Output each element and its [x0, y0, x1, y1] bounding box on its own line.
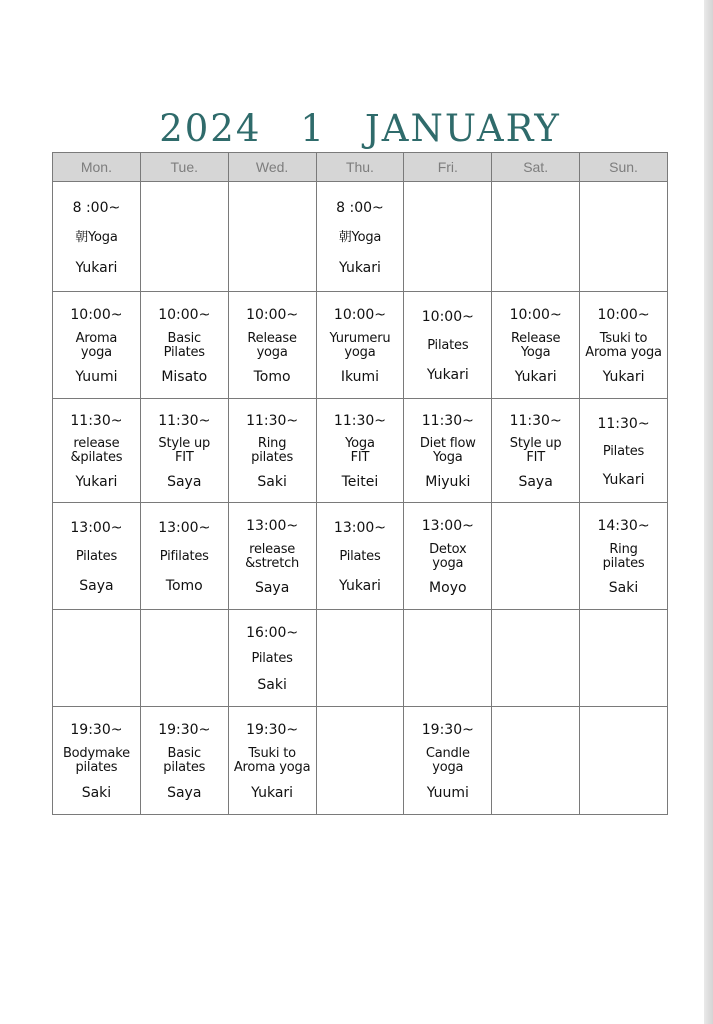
class-time: 11:30~ — [158, 413, 211, 430]
instructor-name: Yukari — [602, 369, 645, 386]
class-time: 13:00~ — [246, 517, 299, 534]
schedule-table — [52, 152, 668, 815]
class-cell-fri — [404, 503, 492, 610]
class-entry — [141, 292, 228, 398]
class-cell-tue — [140, 292, 228, 399]
class-cell-thu — [316, 503, 404, 610]
class-entry — [404, 292, 491, 398]
class-time: 11:30~ — [333, 413, 386, 430]
empty-cell-fri — [404, 610, 492, 707]
class-name: Bodymake pilates — [62, 746, 130, 776]
instructor-name: Yukari — [251, 785, 294, 802]
class-name: release &pilates — [70, 436, 123, 466]
class-cell-wed — [228, 503, 316, 610]
instructor-name: Yukari — [426, 367, 469, 383]
class-name: Basic Pilates — [163, 330, 205, 360]
class-cell-wed — [228, 707, 316, 815]
instructor-name: Saki — [257, 473, 287, 490]
class-name: Pilates — [251, 650, 293, 666]
class-entry — [229, 292, 316, 398]
weekday-mon: Mon. — [53, 153, 141, 182]
instructor-name: Yukari — [339, 578, 381, 594]
class-time: 8 :00~ — [336, 199, 384, 216]
class-entry — [141, 707, 228, 814]
time-slot-row — [53, 503, 668, 610]
weekday-thu: Thu. — [316, 153, 404, 182]
class-time: 10:00~ — [421, 309, 474, 325]
class-entry — [53, 707, 140, 814]
empty-cell-wed — [228, 182, 316, 292]
class-entry — [404, 707, 491, 814]
empty-cell-tue — [140, 182, 228, 292]
class-cell-thu — [316, 399, 404, 503]
class-entry — [229, 610, 316, 706]
class-name: Candle yoga — [425, 746, 470, 776]
class-name: Pilates — [427, 338, 469, 353]
class-cell-tue — [140, 503, 228, 610]
instructor-name: Saya — [167, 785, 202, 802]
class-entry — [404, 503, 491, 609]
class-time: 13:00~ — [70, 520, 123, 536]
class-cell-wed — [228, 399, 316, 503]
instructor-name: Tomo — [165, 578, 203, 594]
empty-cell-sun — [580, 610, 668, 707]
class-name: release &stretch — [245, 541, 300, 571]
weekday-sun: Sun. — [580, 153, 668, 182]
class-name: 朝Yoga — [338, 229, 382, 245]
class-name: Release yoga — [247, 330, 297, 360]
weekday-wed: Wed. — [228, 153, 316, 182]
class-cell-sat — [492, 399, 580, 503]
class-time: 10:00~ — [246, 306, 299, 323]
class-time: 10:00~ — [509, 306, 562, 323]
class-cell-fri — [404, 292, 492, 399]
empty-cell-thu — [316, 707, 404, 815]
class-time: 11:30~ — [509, 413, 562, 430]
empty-cell-sun — [580, 707, 668, 815]
class-name: Aroma yoga — [75, 330, 118, 360]
class-cell-tue — [140, 399, 228, 503]
instructor-name: Saki — [81, 785, 112, 802]
class-time: 16:00~ — [246, 625, 299, 642]
empty-cell-sat — [492, 610, 580, 707]
instructor-name: Saya — [518, 473, 553, 490]
time-slot-row — [53, 707, 668, 815]
instructor-name: Yuumi — [75, 369, 118, 386]
empty-cell-sat — [492, 707, 580, 815]
empty-cell-fri — [404, 182, 492, 292]
instructor-name: Saki — [608, 580, 639, 597]
class-entry — [317, 292, 404, 398]
class-time: 13:00~ — [158, 520, 211, 536]
weekday-tue: Tue. — [140, 153, 228, 182]
instructor-name: Saya — [79, 578, 114, 594]
class-entry — [317, 182, 404, 291]
class-entry — [229, 503, 316, 609]
calendar-title: 2024 1 JANUARY — [159, 107, 561, 150]
class-time: 14:30~ — [597, 517, 650, 534]
class-time: 19:30~ — [246, 721, 299, 738]
class-cell-mon — [53, 503, 141, 610]
class-name: Release Yoga — [510, 330, 561, 360]
class-time: 10:00~ — [158, 306, 211, 323]
class-name: Style up FIT — [158, 436, 211, 466]
instructor-name: Yukari — [75, 259, 118, 276]
weekday-header-row — [53, 153, 668, 182]
instructor-name: Teitei — [341, 473, 379, 490]
class-time: 8 :00~ — [72, 199, 121, 216]
class-cell-mon — [53, 182, 141, 292]
instructor-name: Tomo — [253, 369, 291, 386]
class-cell-mon — [53, 292, 141, 399]
class-cell-wed — [228, 610, 316, 707]
class-entry — [492, 399, 579, 502]
class-name: Pilates — [75, 549, 118, 564]
class-cell-sat — [492, 292, 580, 399]
class-name: Ring pilates — [602, 541, 645, 571]
class-entry — [492, 292, 579, 398]
class-cell-sun — [580, 292, 668, 399]
class-entry — [580, 292, 667, 398]
instructor-name: Yukari — [602, 471, 645, 488]
instructor-name: Saya — [254, 580, 290, 597]
class-cell-wed — [228, 292, 316, 399]
class-name: Pilates — [339, 549, 381, 564]
class-entry — [580, 399, 667, 502]
class-entry — [317, 503, 404, 609]
class-time: 13:00~ — [333, 520, 386, 536]
class-cell-fri — [404, 707, 492, 815]
weekday-sat: Sat. — [492, 153, 580, 182]
empty-cell-thu — [316, 610, 404, 707]
class-entry — [141, 503, 228, 609]
class-entry — [141, 399, 228, 502]
class-time: 11:30~ — [421, 413, 474, 430]
empty-cell-tue — [140, 610, 228, 707]
class-cell-thu — [316, 292, 404, 399]
class-time: 19:30~ — [421, 721, 474, 738]
class-name: Yurumeru yoga — [329, 330, 391, 360]
class-name: Detox yoga — [429, 541, 467, 571]
class-cell-sun — [580, 503, 668, 610]
class-time: 10:00~ — [597, 306, 650, 323]
class-time: 11:30~ — [70, 413, 123, 430]
class-name: 朝Yoga — [75, 229, 118, 245]
empty-cell-sat — [492, 503, 580, 610]
instructor-name: Saya — [167, 473, 202, 490]
instructor-name: Saki — [257, 676, 287, 693]
empty-cell-sun — [580, 182, 668, 292]
class-name: Tsuki to Aroma yoga — [585, 330, 662, 360]
class-time: 19:30~ — [158, 721, 211, 738]
class-entry — [229, 399, 316, 502]
class-entry — [53, 182, 140, 291]
class-name: Style up FIT — [509, 436, 562, 466]
class-name: Pilates — [602, 443, 645, 459]
time-slot-row — [53, 182, 668, 292]
class-entry — [53, 503, 140, 609]
class-cell-sun — [580, 399, 668, 503]
class-entry — [53, 292, 140, 398]
class-time: 11:30~ — [246, 413, 299, 430]
class-cell-thu — [316, 182, 404, 292]
time-slot-row — [53, 399, 668, 503]
class-entry — [317, 399, 404, 502]
class-name: Pifilates — [159, 549, 209, 564]
class-time: 19:30~ — [70, 721, 123, 738]
instructor-name: Yukari — [339, 259, 381, 276]
instructor-name: Yukari — [75, 473, 118, 490]
class-cell-tue — [140, 707, 228, 815]
instructor-name: Yuumi — [426, 785, 469, 802]
class-name: Basic pilates — [163, 746, 206, 776]
class-time: 11:30~ — [597, 415, 650, 432]
instructor-name: Miyuki — [425, 473, 471, 490]
instructor-name: Yukari — [514, 369, 557, 386]
instructor-name: Moyo — [429, 580, 467, 597]
time-slot-row — [53, 610, 668, 707]
class-time: 10:00~ — [333, 306, 386, 323]
class-entry — [53, 399, 140, 502]
class-name: Yoga FIT — [345, 436, 375, 466]
class-name: Diet flow Yoga — [419, 436, 476, 466]
instructor-name: Misato — [161, 369, 208, 386]
page-edge-shadow — [704, 0, 713, 1024]
class-name: Tsuki to Aroma yoga — [233, 746, 311, 776]
class-entry — [580, 503, 667, 609]
time-slot-row — [53, 292, 668, 399]
class-entry — [404, 399, 491, 502]
weekday-fri: Fri. — [404, 153, 492, 182]
class-cell-mon — [53, 707, 141, 815]
empty-cell-sat — [492, 182, 580, 292]
class-time: 13:00~ — [421, 517, 474, 534]
class-cell-mon — [53, 399, 141, 503]
class-entry — [229, 707, 316, 814]
class-time: 10:00~ — [70, 306, 123, 323]
class-cell-fri — [404, 399, 492, 503]
class-name: Ring pilates — [251, 436, 294, 466]
empty-cell-mon — [53, 610, 141, 707]
instructor-name: Ikumi — [340, 369, 380, 386]
